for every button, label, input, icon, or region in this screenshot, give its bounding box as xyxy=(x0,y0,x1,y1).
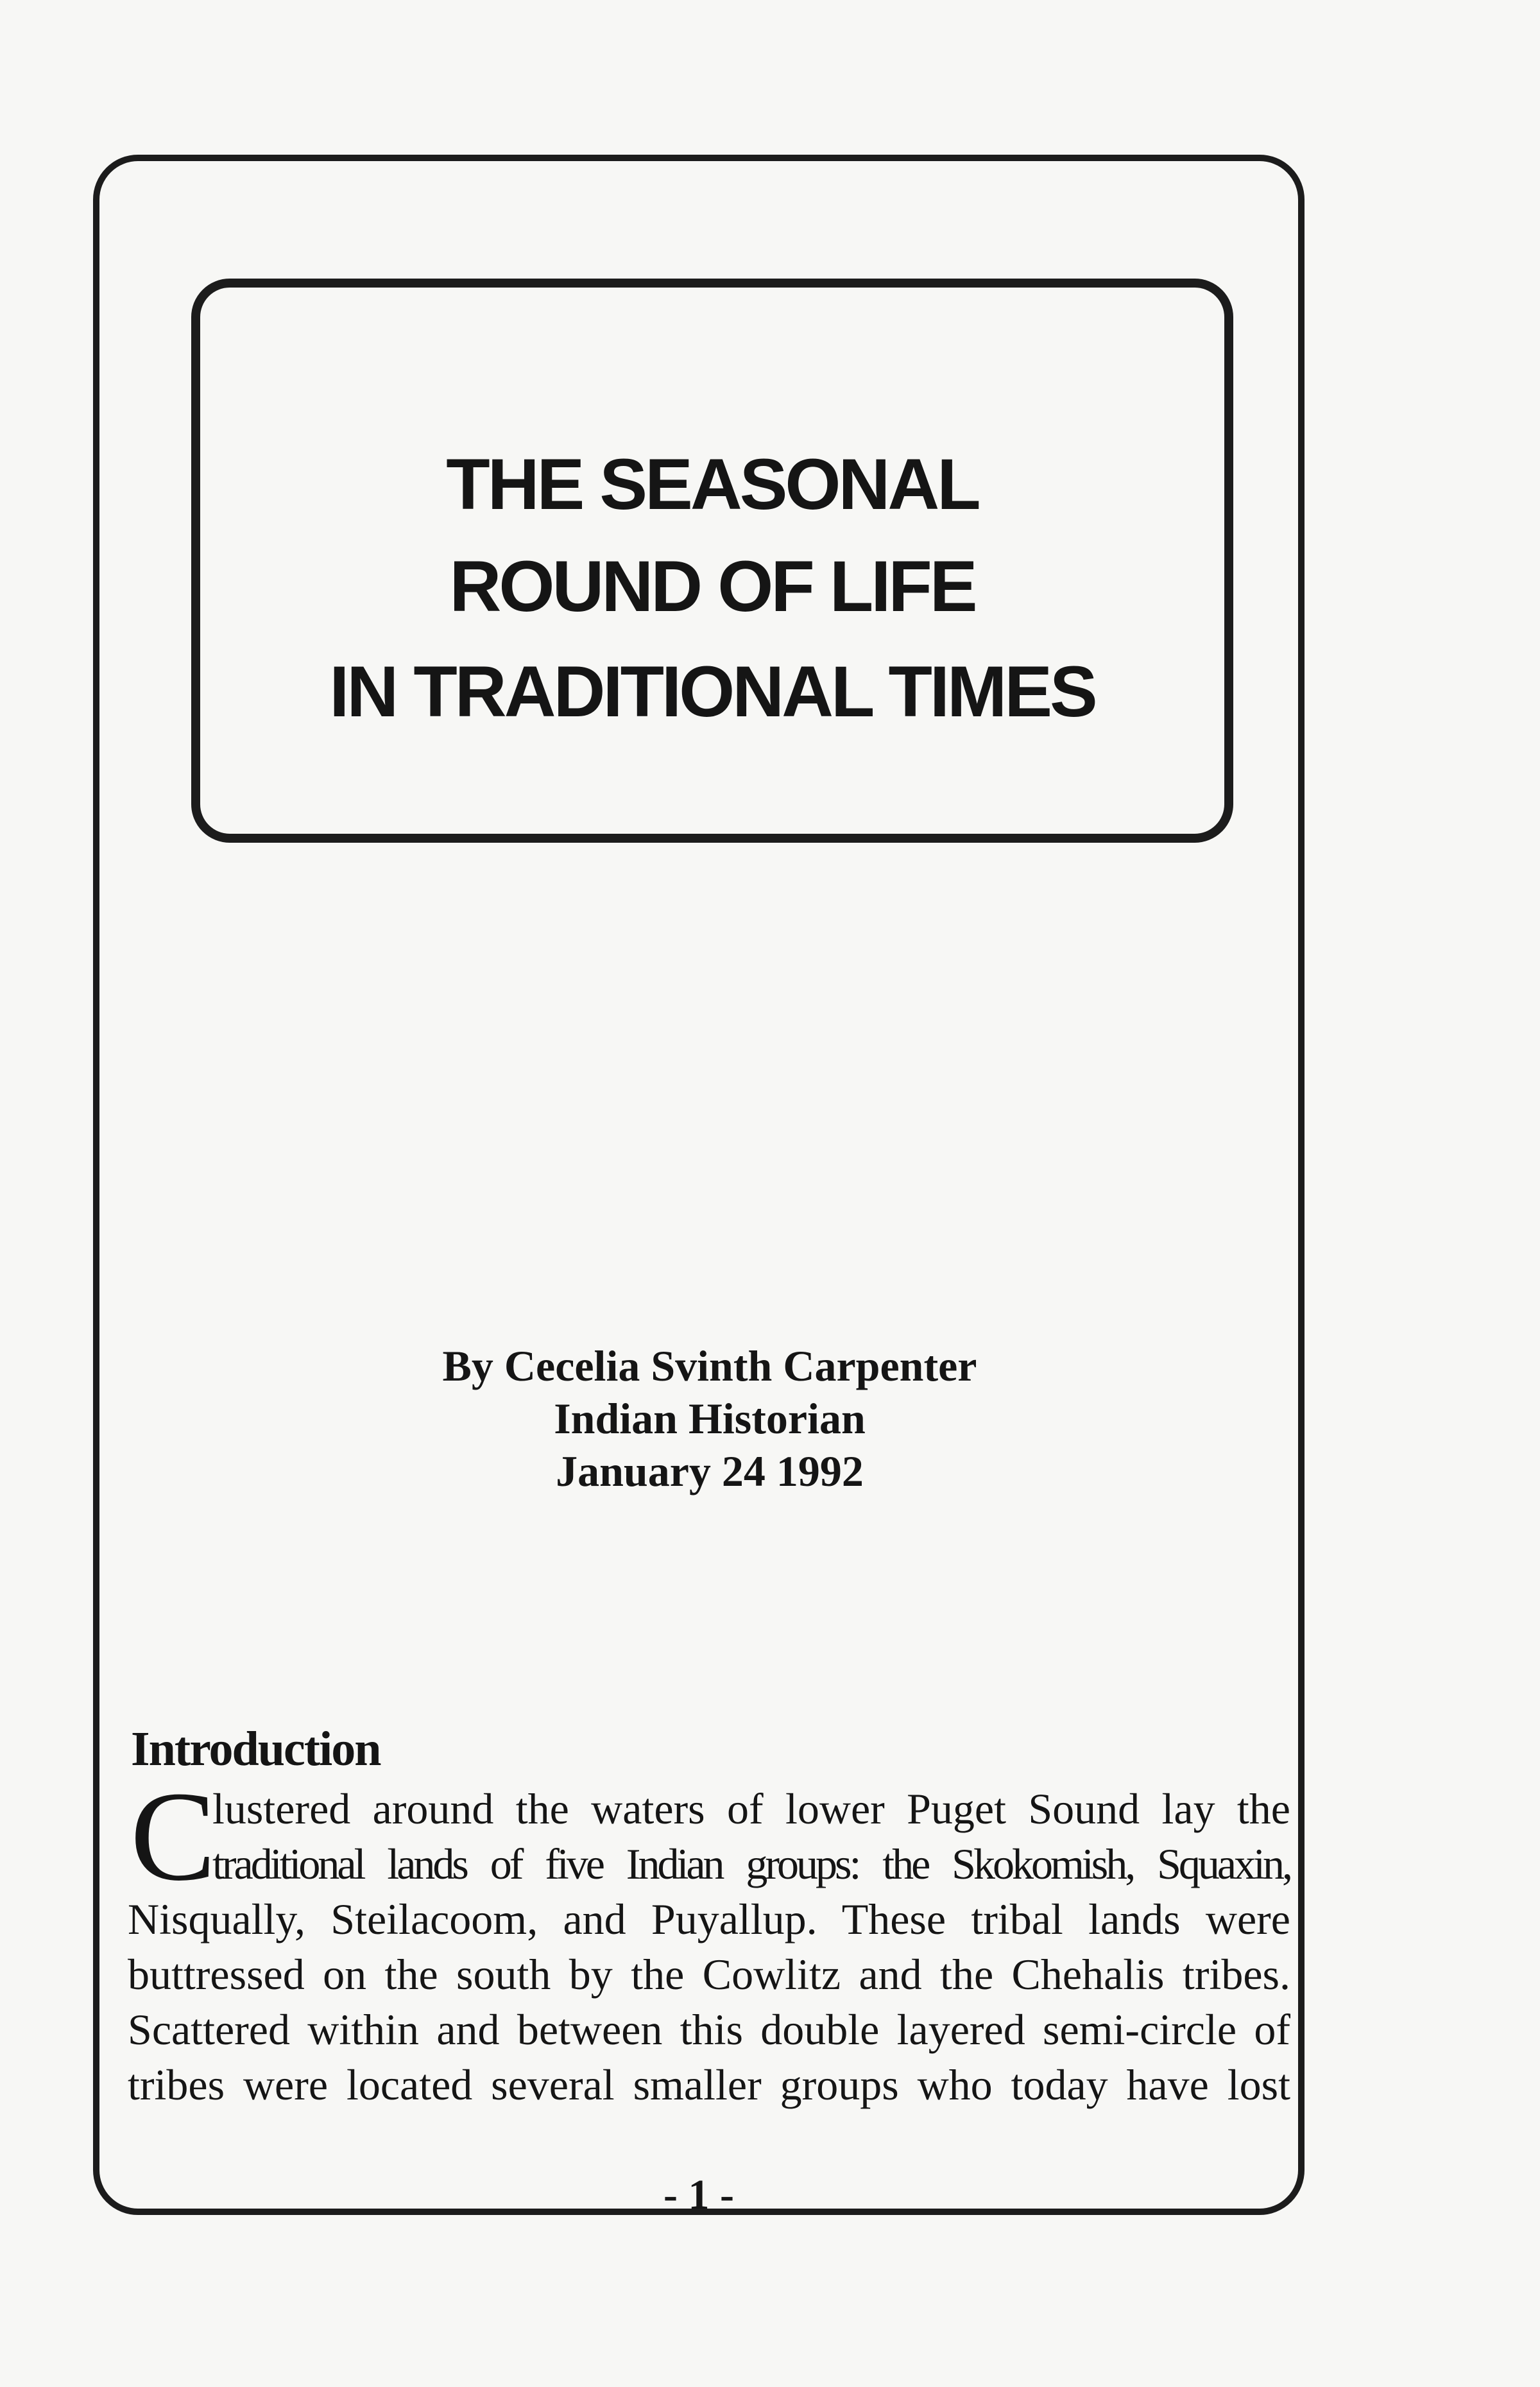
body-line: tribes were located several smaller groups who today have lost xyxy=(128,2060,1290,2109)
body-line: Scattered within and between this double layered semi-circle of xyxy=(128,2005,1290,2054)
body-line: Nisqually, Steilacoom, and Puyallup. These tribal lands were xyxy=(128,1895,1290,1943)
title-line-3: IN TRADITIONAL TIMES xyxy=(329,651,1095,732)
page-number: - 1 - xyxy=(663,2171,734,2218)
byline-role: Indian Historian xyxy=(554,1394,866,1443)
title-line-1: THE SEASONAL xyxy=(446,444,979,524)
byline-author: By Cecelia Svinth Carpenter xyxy=(442,1341,977,1390)
section-heading: Introduction xyxy=(131,1722,381,1776)
body-line: traditional lands of five Indian groups: the Skokomish, Squaxin, xyxy=(212,1840,1290,1888)
body-text xyxy=(128,1766,1290,2112)
drop-cap: C xyxy=(130,1766,216,1908)
body-line: lustered around the waters of lower Puget Sound lay the xyxy=(212,1784,1290,1833)
title-line-2: ROUND OF LIFE xyxy=(449,546,975,626)
body-line: buttressed on the south by the Cowlitz and the Chehalis tribes. xyxy=(128,1950,1290,1999)
byline-date: January 24 1992 xyxy=(556,1447,864,1495)
